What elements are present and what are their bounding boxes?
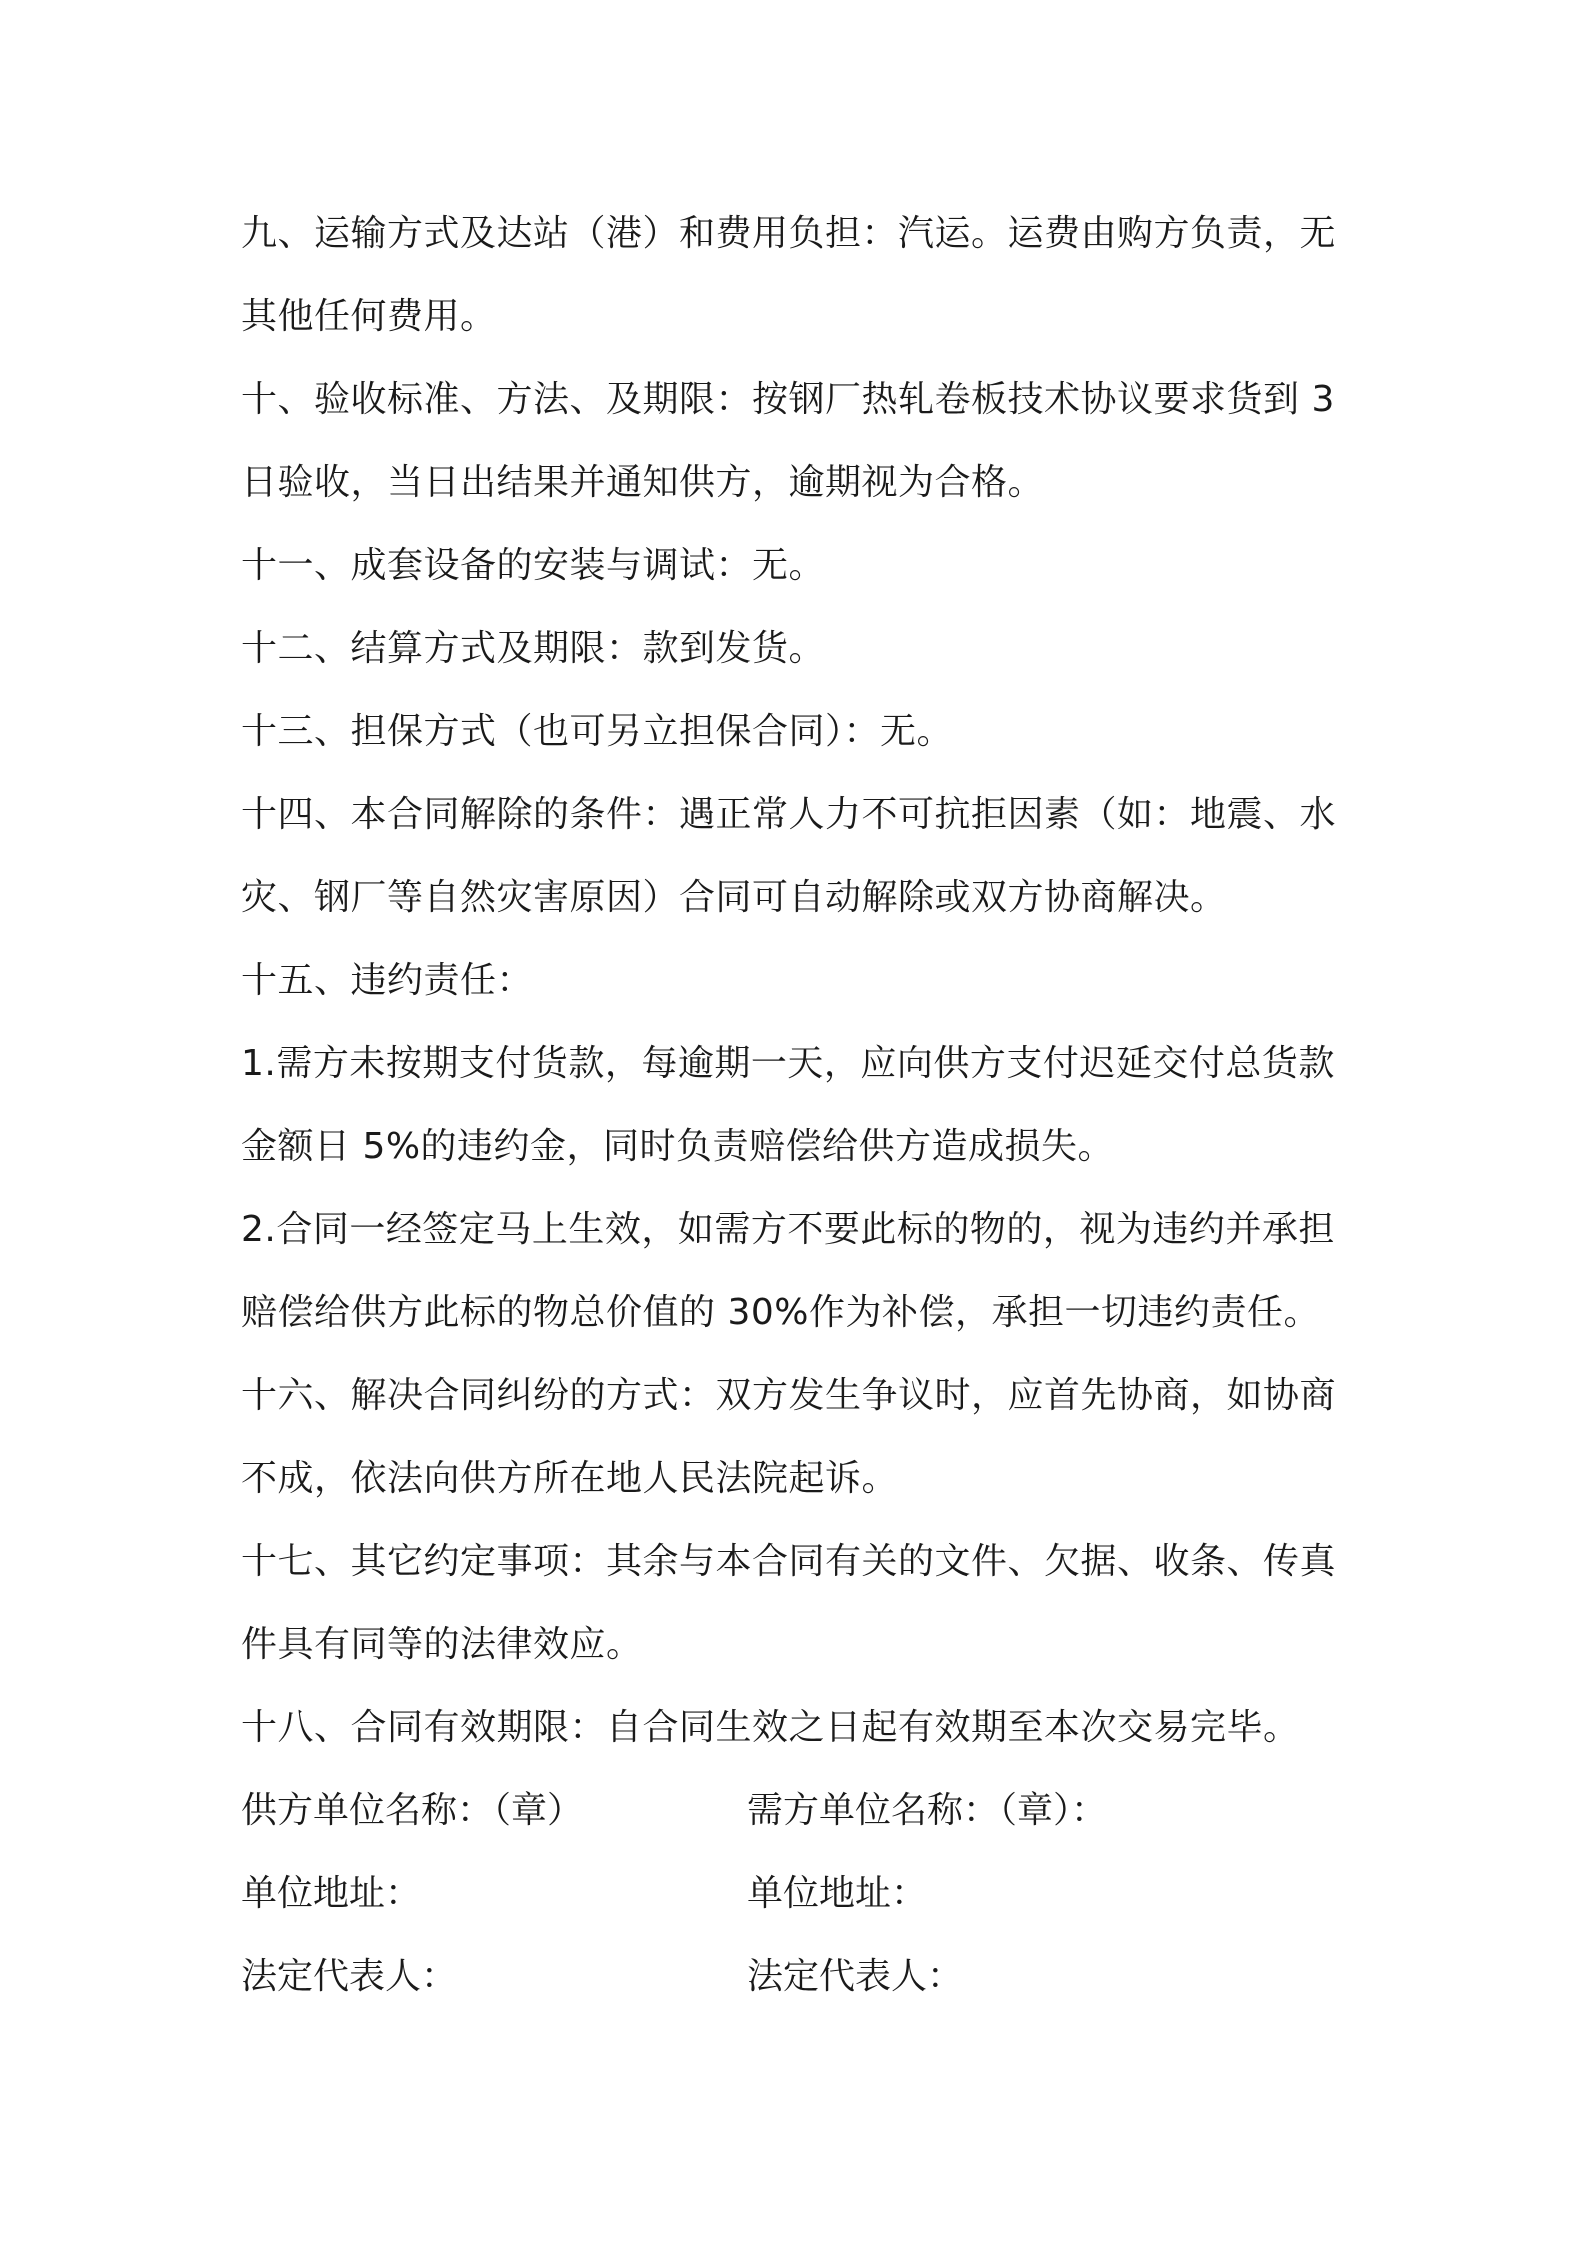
clause-16-line-1: 十六、解决合同纠纷的方式：双方发生争议时，应首先协商，如协商 [241, 1375, 1337, 1416]
clause-10-line-2: 日验收，当日出结果并通知供方，逾期视为合格。 [241, 462, 1045, 503]
buyer-address-label: 单位地址： [747, 1873, 928, 1914]
clause-15-item-1-line-2: 金额日 5%的违约金，同时负责赔偿给供方造成损失。 [241, 1126, 1115, 1167]
signature-row-name [241, 1769, 1361, 1852]
clause-17-line-2: 件具有同等的法律效应。 [241, 1624, 643, 1665]
supplier-rep-label: 法定代表人： [241, 1956, 458, 1997]
clause-10-line-1: 十、验收标准、方法、及期限：按钢厂热轧卷板技术协议要求货到 3 [241, 379, 1335, 420]
clause-15-item-2-line-1: 2.合同一经签定马上生效，如需方不要此标的物的，视为违约并承担 [241, 1209, 1335, 1250]
clause-9-line-2: 其他任何费用。 [241, 296, 497, 337]
supplier-name-label: 供方单位名称：（章） [241, 1790, 584, 1831]
signature-row-address [241, 1852, 1361, 1935]
clause-15-item-2-line-2: 赔偿给供方此标的物总价值的 30%作为补偿，承担一切违约责任。 [241, 1292, 1320, 1333]
signature-row-representative [241, 1935, 1361, 2018]
clause-12: 十二、结算方式及期限：款到发货。 [241, 628, 826, 669]
supplier-address-label: 单位地址： [241, 1873, 422, 1914]
clause-15-heading: 十五、违约责任： [241, 960, 534, 1001]
clause-16-line-2: 不成，依法向供方所在地人民法院起诉。 [241, 1458, 899, 1499]
contract-body [241, 192, 1361, 2018]
buyer-rep-label: 法定代表人： [747, 1956, 964, 1997]
clause-17-line-1: 十七、其它约定事项：其余与本合同有关的文件、欠据、收条、传真 [241, 1541, 1337, 1582]
buyer-name-label: 需方单位名称：（章）： [747, 1790, 1108, 1831]
clause-9-line-1: 九、运输方式及达站（港）和费用负担：汽运。运费由购方负责，无 [241, 213, 1337, 254]
clause-15-item-1-line-1: 1.需方未按期支付货款，每逾期一天，应向供方支付迟延交付总货款 [241, 1043, 1335, 1084]
clause-11: 十一、成套设备的安装与调试：无。 [241, 545, 826, 586]
clause-14-line-2: 灾、钢厂等自然灾害原因）合同可自动解除或双方协商解决。 [241, 877, 1227, 918]
clause-14-line-1: 十四、本合同解除的条件：遇正常人力不可抗拒因素（如：地震、水 [241, 794, 1337, 835]
clause-18: 十八、合同有效期限：自合同生效之日起有效期至本次交易完毕。 [241, 1707, 1300, 1748]
clause-13: 十三、担保方式（也可另立担保合同）：无。 [241, 711, 954, 752]
